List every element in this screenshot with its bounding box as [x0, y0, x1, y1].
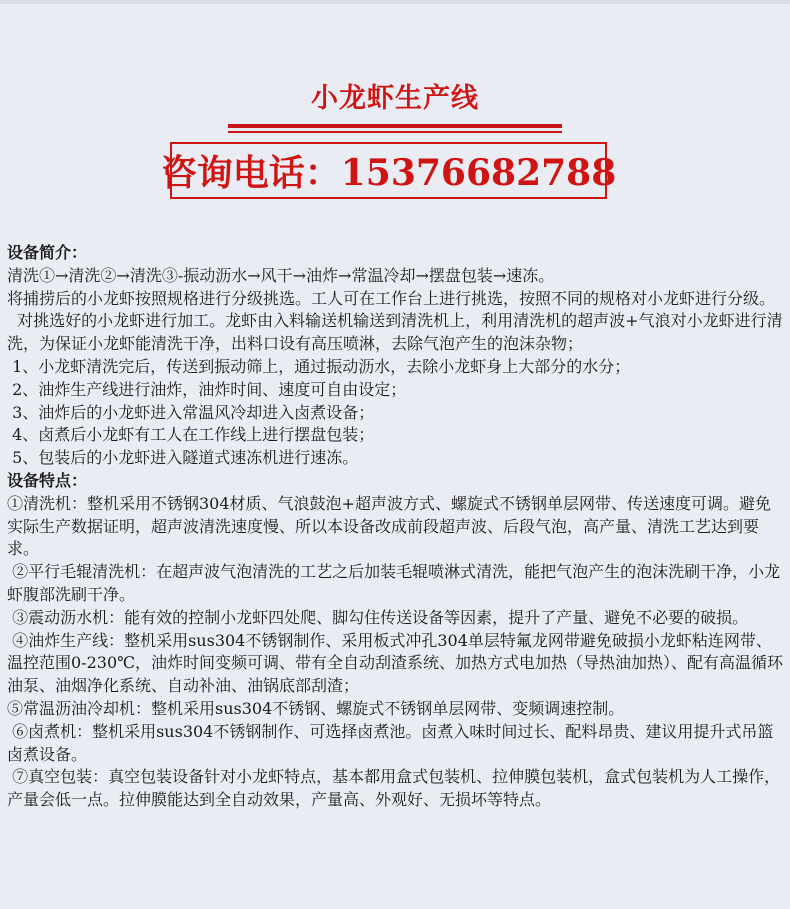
paragraph: ⑦真空包装：真空包装设备针对小龙虾特点，基本都用盒式包装机、拉伸膜包装机，盒式包装机为人工操作，产量会低一点。拉伸膜能达到全自动效果，产量高、外观好、无损坏等特点。	[7, 767, 781, 810]
paragraph: 将捕捞后的小龙虾按照规格进行分级挑选。工人可在工作台上进行挑选，按照不同的规格对小龙虾进行分级。	[7, 288, 776, 308]
paragraph: 2、油炸生产线进行油炸，油炸时间、速度可自由设定；	[7, 379, 407, 399]
paragraph: ③震动沥水机：能有效的控制小龙虾四处爬、脚勾住传送设备等因素，提升了产量、避免不必要的破损。	[7, 607, 749, 627]
description-body	[7, 242, 785, 812]
paragraph: 清洗①→清洗②→清洗③-振动沥水→风干→油炸→常温冷却→摆盘包装→速冻。	[7, 265, 555, 285]
paragraph: ⑥卤煮机：整机采用sus304不锈钢制作、可选择卤煮池。卤煮入味时间过长、配料昂贵、建议用提升式吊篮卤煮设备。	[7, 721, 774, 764]
paragraph: ④油炸生产线：整机采用sus304不锈钢制作、采用板式冲孔304单层特氟龙网带避免破损小龙虾粘连网带、温控范围0-230℃，油炸时间变频可调、带有全自动刮渣系统、加热方式电加热（导热油加热）、配有高温循环油泵、油烟净化系统、自动补油、油锅底部刮渣；	[7, 630, 784, 696]
title-underline-thin	[228, 131, 562, 133]
paragraph: ②平行毛辊清洗机：在超声波气泡清洗的工艺之后加装毛辊喷淋式清洗，能把气泡产生的泡沫洗刷干净，小龙虾腹部洗刷干净。	[7, 562, 781, 604]
title-underline-thick	[228, 124, 562, 128]
paragraph: 1、小龙虾清洗完后，传送到振动筛上，通过振动沥水，去除小龙虾身上大部分的水分；	[7, 356, 631, 376]
paragraph: ⑤常温沥油冷却机：整机采用sus304不锈钢、螺旋式不锈钢单层网带、变频调速控制。	[7, 698, 625, 718]
paragraph: 3、油炸后的小龙虾进入常温风冷却进入卤煮设备；	[7, 402, 375, 422]
paragraph: 5、包装后的小龙虾进入隧道式速冻机进行速冻。	[7, 448, 359, 468]
paragraph: 对挑选好的小龙虾进行加工。龙虾由入料输送机输送到清洗机上，利用清洗机的超声波+气浪对小龙虾进行清洗，为保证小龙虾能清洗干净，出料口设有高压喷淋，去除气泡产生的泡沫杂物；	[7, 311, 783, 354]
paragraph: 4、卤煮后小龙虾有工人在工作线上进行摆盘包装；	[7, 425, 375, 445]
section-heading: 设备简介：	[7, 243, 88, 262]
section-heading: 设备特点：	[7, 470, 88, 490]
phone-banner: 咨询电话：15376682788	[170, 142, 607, 199]
paragraph: ①清洗机：整机采用不锈钢304材质、气浪鼓泡+超声波方式、螺旋式不锈钢单层网带、传送速度可调。避免实际生产数据证明，超声波清洗速度慢、所以本设备改成前段超声波、后段气泡，高产量、清洗工艺达到要求。	[7, 493, 771, 559]
top-strip	[0, 0, 790, 4]
page-title: 小龙虾生产线	[311, 83, 479, 114]
